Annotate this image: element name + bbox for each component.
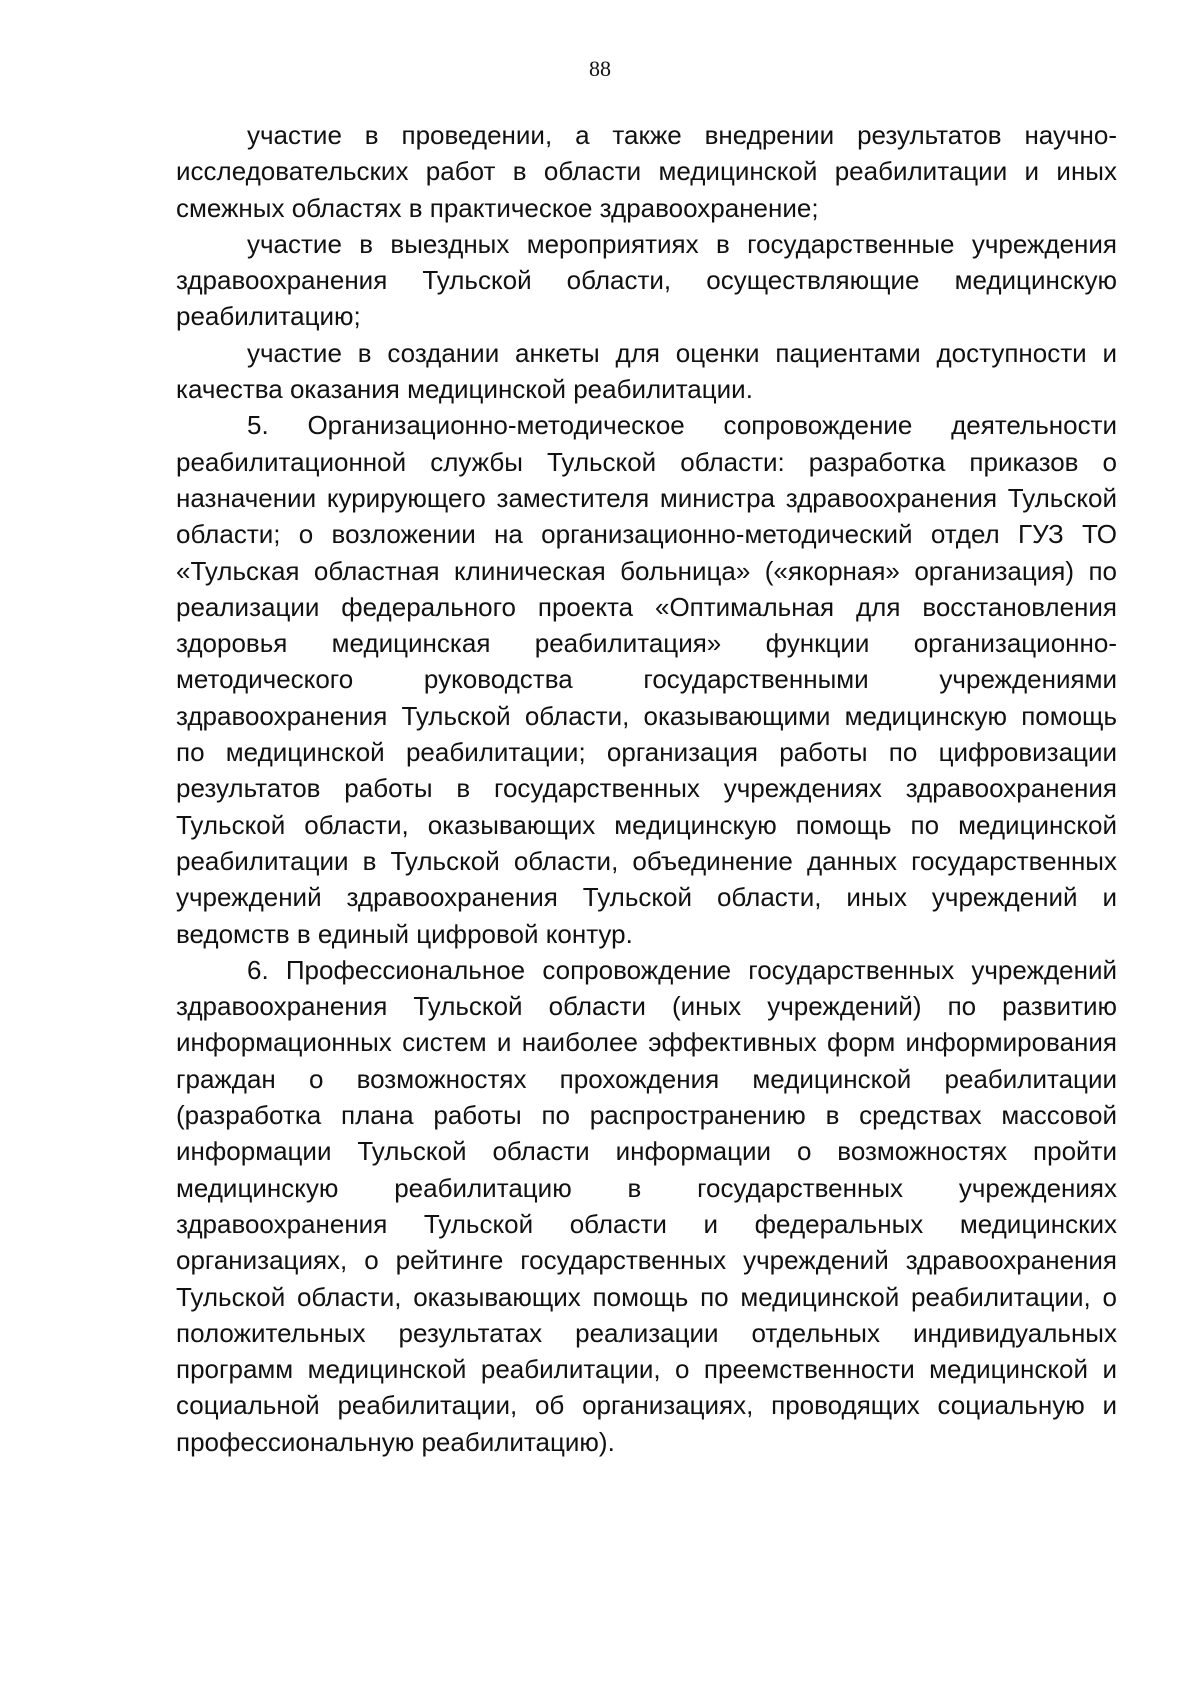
page-number: 88: [589, 56, 611, 81]
paragraph-item-5: 5. Организационно-методическое сопровождение деятельности реабилитационной службы Тульской области: разработка приказов о назначении курирующего заместителя министра здравоохранения Тульской области; о возложении на организационно-методический отдел ГУЗ ТО «Тульская областная клиническая больница» («якорная» организация) по реализации федерального проекта «Оптимальная для восстановления здоровья медицинская реабилитация» функции организационно-методического руководства государственными учреждениями здравоохранения Тульской области, оказывающими медицинскую помощь по медицинской реабилитации; организация работы по цифровизации результатов работы в государственных учреждениях здравоохранения Тульской области, оказывающих медицинскую помощь по медицинской реабилитации в Тульской области, объединение данных государственных учреждений здравоохранения Тульской области, иных учреждений и ведомств в единый цифровой контур.: [176, 410, 1117, 949]
paragraph: участие в проведении, а также внедрении результатов научно-исследовательских работ в области медицинской реабилитации и иных смежных областях в практическое здравоохранение;: [176, 120, 1117, 223]
paragraph: участие в создании анкеты для оценки пациентами доступности и качества оказания медицинской реабилитации.: [176, 337, 1117, 405]
document-body: [176, 117, 1117, 1460]
paragraph-item-6: 6. Профессиональное сопровождение государственных учреждений здравоохранения Тульской области (иных учреждений) по развитию информационных систем и наиболее эффективных форм информирования граждан о возможностях прохождения медицинской реабилитации (разработка плана работы по распространению в средствах массовой информации Тульской области информации о возможностях пройти медицинскую реабилитацию в государственных учреждениях здравоохранения Тульской области и федеральных медицинских организациях, о рейтинге государственных учреждений здравоохранения Тульской области, оказывающих помощь по медицинской реабилитации, о положительных результатах реализации отдельных индивидуальных программ медицинской реабилитации, о преемственности медицинской и социальной реабилитации, об организациях, проводящих социальную и профессиональную реабилитацию).: [176, 954, 1117, 1457]
paragraph: участие в выездных мероприятиях в государственные учреждения здравоохранения Тульской области, осуществляющие медицинскую реабилитацию;: [176, 228, 1117, 332]
